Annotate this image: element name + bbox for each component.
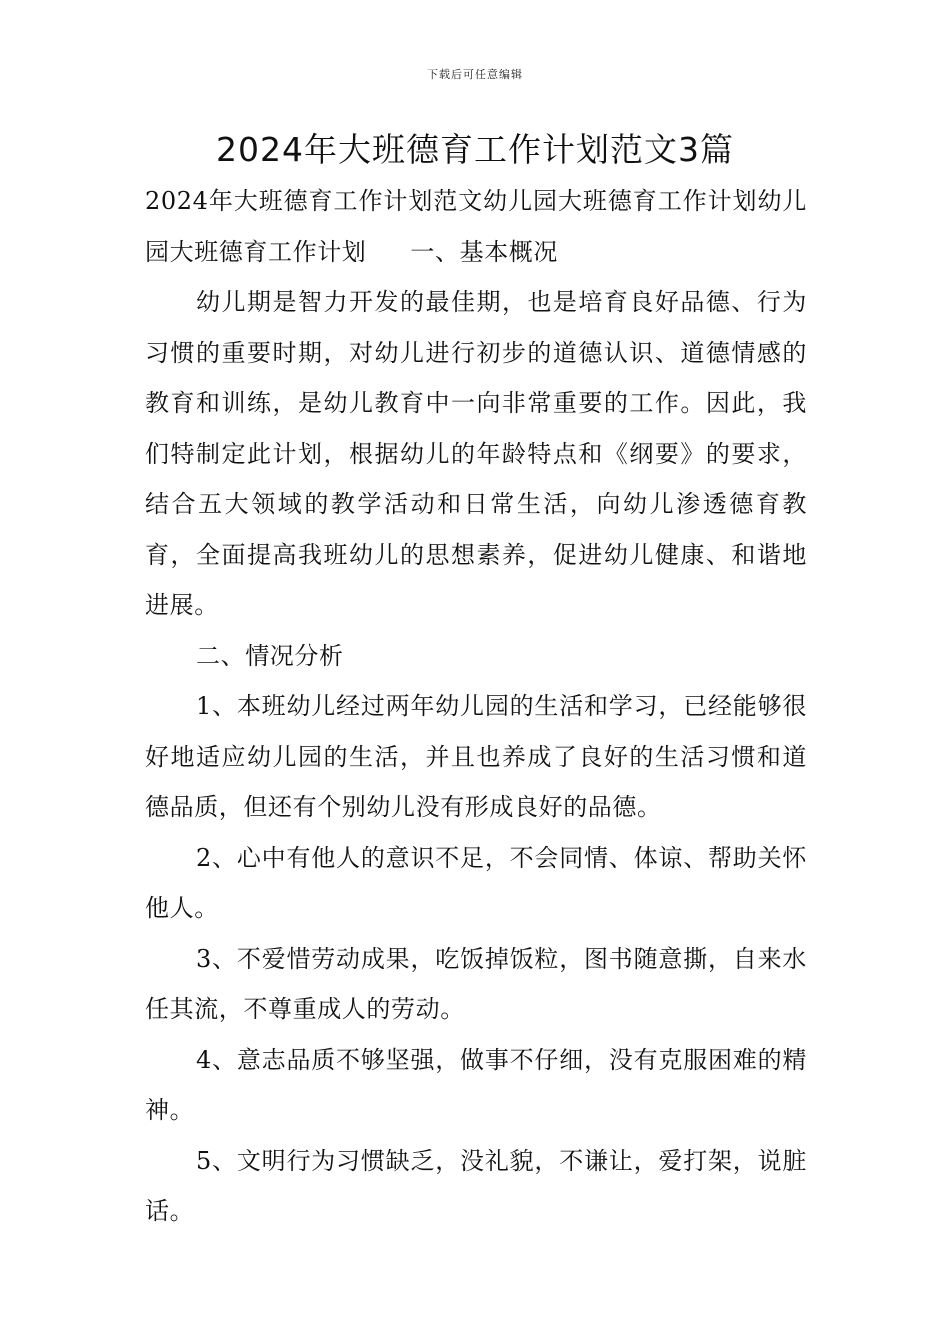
list-item-5: 5、文明行为习惯缺乏，没礼貌，不谦让，爱打架，说脏话。 (145, 1146, 807, 1225)
list-item-2: 2、心中有他人的意识不足，不会同情、体谅、帮助关怀他人。 (145, 843, 807, 922)
list-item-4: 4、意志品质不够坚强，做事不仔细，没有克服困难的精神。 (145, 1045, 807, 1124)
section-heading-situation-analysis: 二、情况分析 (196, 641, 344, 670)
section-heading-basic-overview: 一、基本概况 (410, 237, 559, 266)
list-item-3: 3、不爱惜劳动成果，吃饭掉饭粒，图书随意撕，自来水任其流，不尊重成人的劳动。 (145, 944, 807, 1023)
document-title: 2024年大班德育工作计划范文3篇 (216, 130, 734, 169)
intro-paragraph (145, 176, 807, 277)
header-note: 下载后可任意编辑 (427, 68, 523, 81)
paragraph-overview: 幼儿期是智力开发的最佳期，也是培育良好品德、行为习惯的重要时期，对幼儿进行初步的道德认识、道德情感的教育和训练，是幼儿教育中一向非常重要的工作。因此，我们特制定此计划，根据幼儿的年龄特点和《纲要》的要求，结合五大领域的教学活动和日常生活，向幼儿渗透德育教育，全面提高我班幼儿的思想素养，促进幼儿健康、和谐地进展。 (145, 288, 807, 619)
intro-lead: 2024年大班德育工作计划范文幼儿园大班德育工作计划幼儿园大班德育工作计划 (145, 187, 807, 266)
list-item-1: 1、本班幼儿经过两年幼儿园的生活和学习，已经能够很好地适应幼儿园的生活，并且也养成了良好的生活习惯和道德品质，但还有个别幼儿没有形成良好的品德。 (145, 692, 807, 821)
document-body (145, 176, 807, 1237)
